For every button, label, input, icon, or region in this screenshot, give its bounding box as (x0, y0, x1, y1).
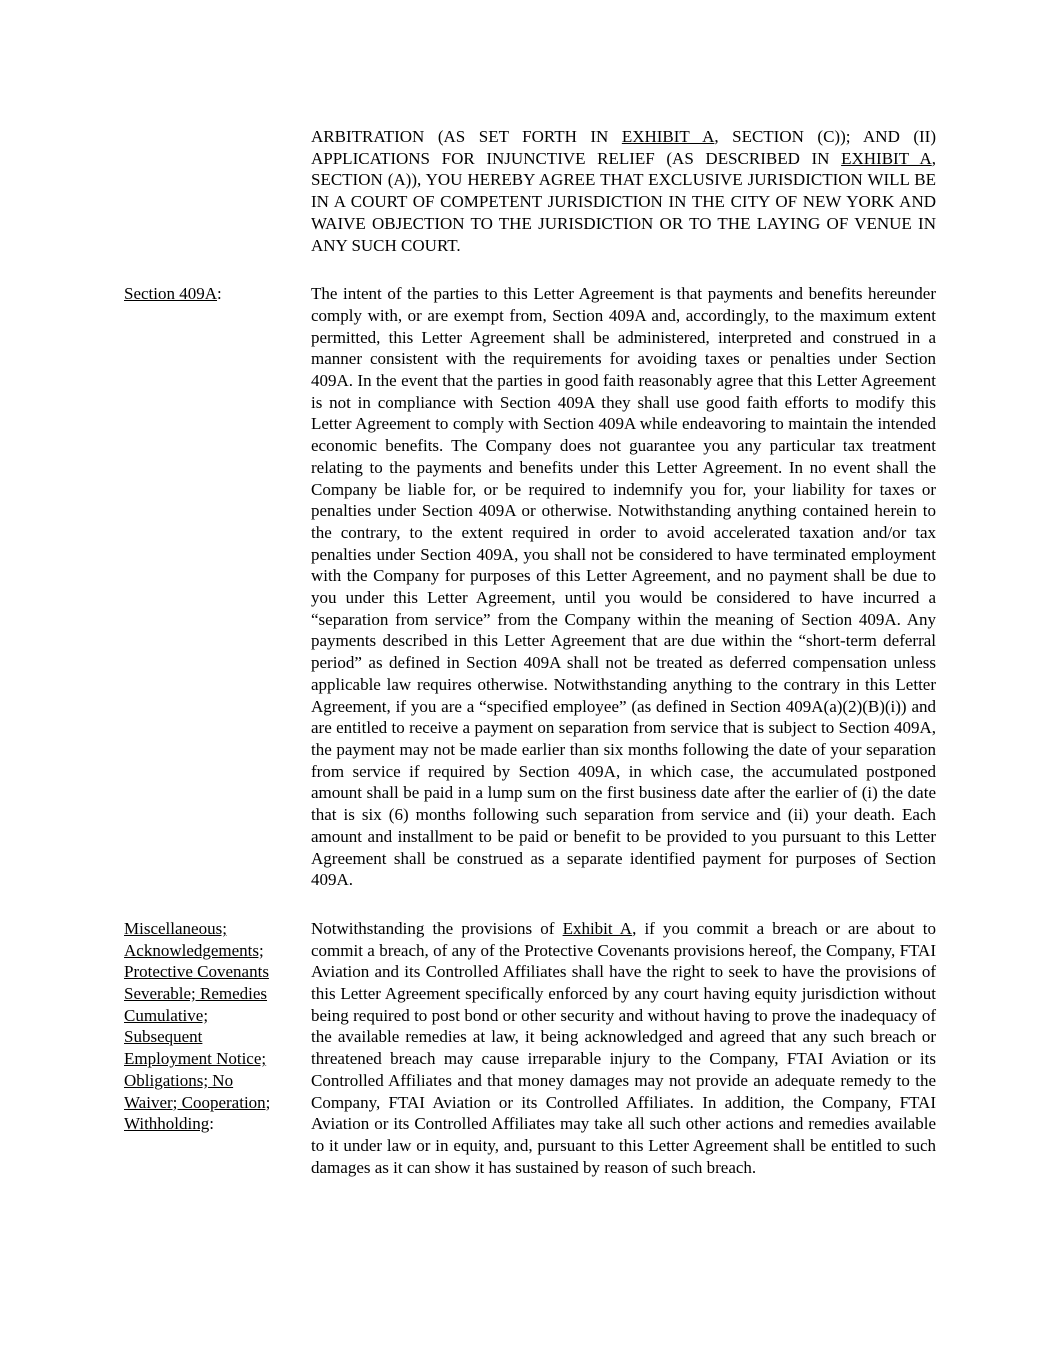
section-miscellaneous-paragraph: Notwithstanding the provisions of Exhibit A, if you commit a breach or are about to commit a breach, of any of the Protective Covenants provisions hereof, the Company, FTAI Aviation and its Controlled Affiliates shall have the right to seek to have the provisions of this Letter Agreement specifically enforced by any court having equity jurisdiction without being required to post bond or other security and without having to prove the inadequacy of the available remedies at law, it being acknowledged and agreed that any such breach or threatened breach may cause irreparable injury to the Company, FTAI Aviation or its Controlled Affiliates and that money damages may not provide an adequate remedy to the Company, FTAI Aviation or its Controlled Affiliates. In addition, the Company, FTAI Aviation or its Controlled Affiliates may take all such other actions and remedies available to it under law or in equity, and, pursuant to this Letter Agreement shall be entitled to such damages as it can show it has sustained by reason of such breach. (311, 918, 936, 1177)
section-jurisdiction-paragraph: ARBITRATION (AS SET FORTH IN EXHIBIT A, SECTION (C)); AND (II) APPLICATIONS FOR INJUNCTIVE RELIEF (AS DESCRIBED IN EXHIBIT A, SECTION (A)), YOU HEREBY AGREE THAT EXCLUSIVE JURISDICTION WILL BE IN A COURT OF COMPETENT JURISDICTION IN THE CITY OF NEW YORK AND WAIVE OBJECTION TO THE JURISDICTION OR TO THE LAYING OF VENUE IN ANY SUCH COURT. (311, 127, 936, 255)
section-409a-row (124, 283, 936, 891)
section-409a-label: Section 409A: (124, 284, 222, 304)
section-miscellaneous-row (124, 918, 936, 1178)
section-miscellaneous-label: Miscellaneous; Acknowledgements; Protective Covenants Severable; Remedies Cumulative; Subsequent Employment Notice; Obligations; No Waiver; Cooperation; Withholding: (124, 918, 271, 1134)
section-409a-paragraph: The intent of the parties to this Letter Agreement is that payments and benefits hereunder comply with, or are exempt from, Section 409A and, accordingly, to the maximum extent permitted, this Letter Agreement shall be administered, interpreted and construed in a manner consistent with the requirements for avoiding taxes or penalties under Section 409A. In the event that the parties in good faith reasonably agree that this Letter Agreement is not in compliance with Section 409A they shall use good faith efforts to modify this Letter Agreement to comply with Section 409A while endeavoring to maintain the intended economic benefits. The Company does not guarantee you any particular tax treatment relating to the payments and benefits under this Letter Agreement. In no event shall the Company be liable for, or be required to indemnify you for, your liability for taxes or penalties under Section 409A or otherwise. Notwithstanding anything contained herein to the contrary, to the extent required in order to avoid accelerated taxation and/or tax penalties under Section 409A, you shall not be considered to have terminated employment with the Company for purposes of this Letter Agreement, and no payment shall be due to you under this Letter Agreement, until you would be considered to have incurred a “separation from service” from the Company within the meaning of Section 409A. Any payments described in this Letter Agreement that are due within the “short-term deferral period” as defined in Section 409A shall not be treated as deferred compensation unless applicable law requires otherwise. Notwithstanding anything to the contrary in this Letter Agreement, if you are a “specified employee” (as defined in Section 409A(a)(2)(B)(i)) and are entitled to receive a payment on separation from service that is subject to Section 409A, the payment may not be made earlier than six months following the date of your separation from service if required by Section 409A, in which case, the accumulated postponed amount shall be paid in a lump sum on the first business date after the earlier of (i) the date that is six (6) months following such separation from service and (ii) your death. Each amount and installment to be paid or benefit to be provided to you pursuant to this Letter Agreement shall be construed as a separate identified payment for purposes of Section 409A. (311, 284, 936, 890)
section-jurisdiction-row (124, 126, 936, 256)
section-jurisdiction-label (124, 126, 311, 256)
